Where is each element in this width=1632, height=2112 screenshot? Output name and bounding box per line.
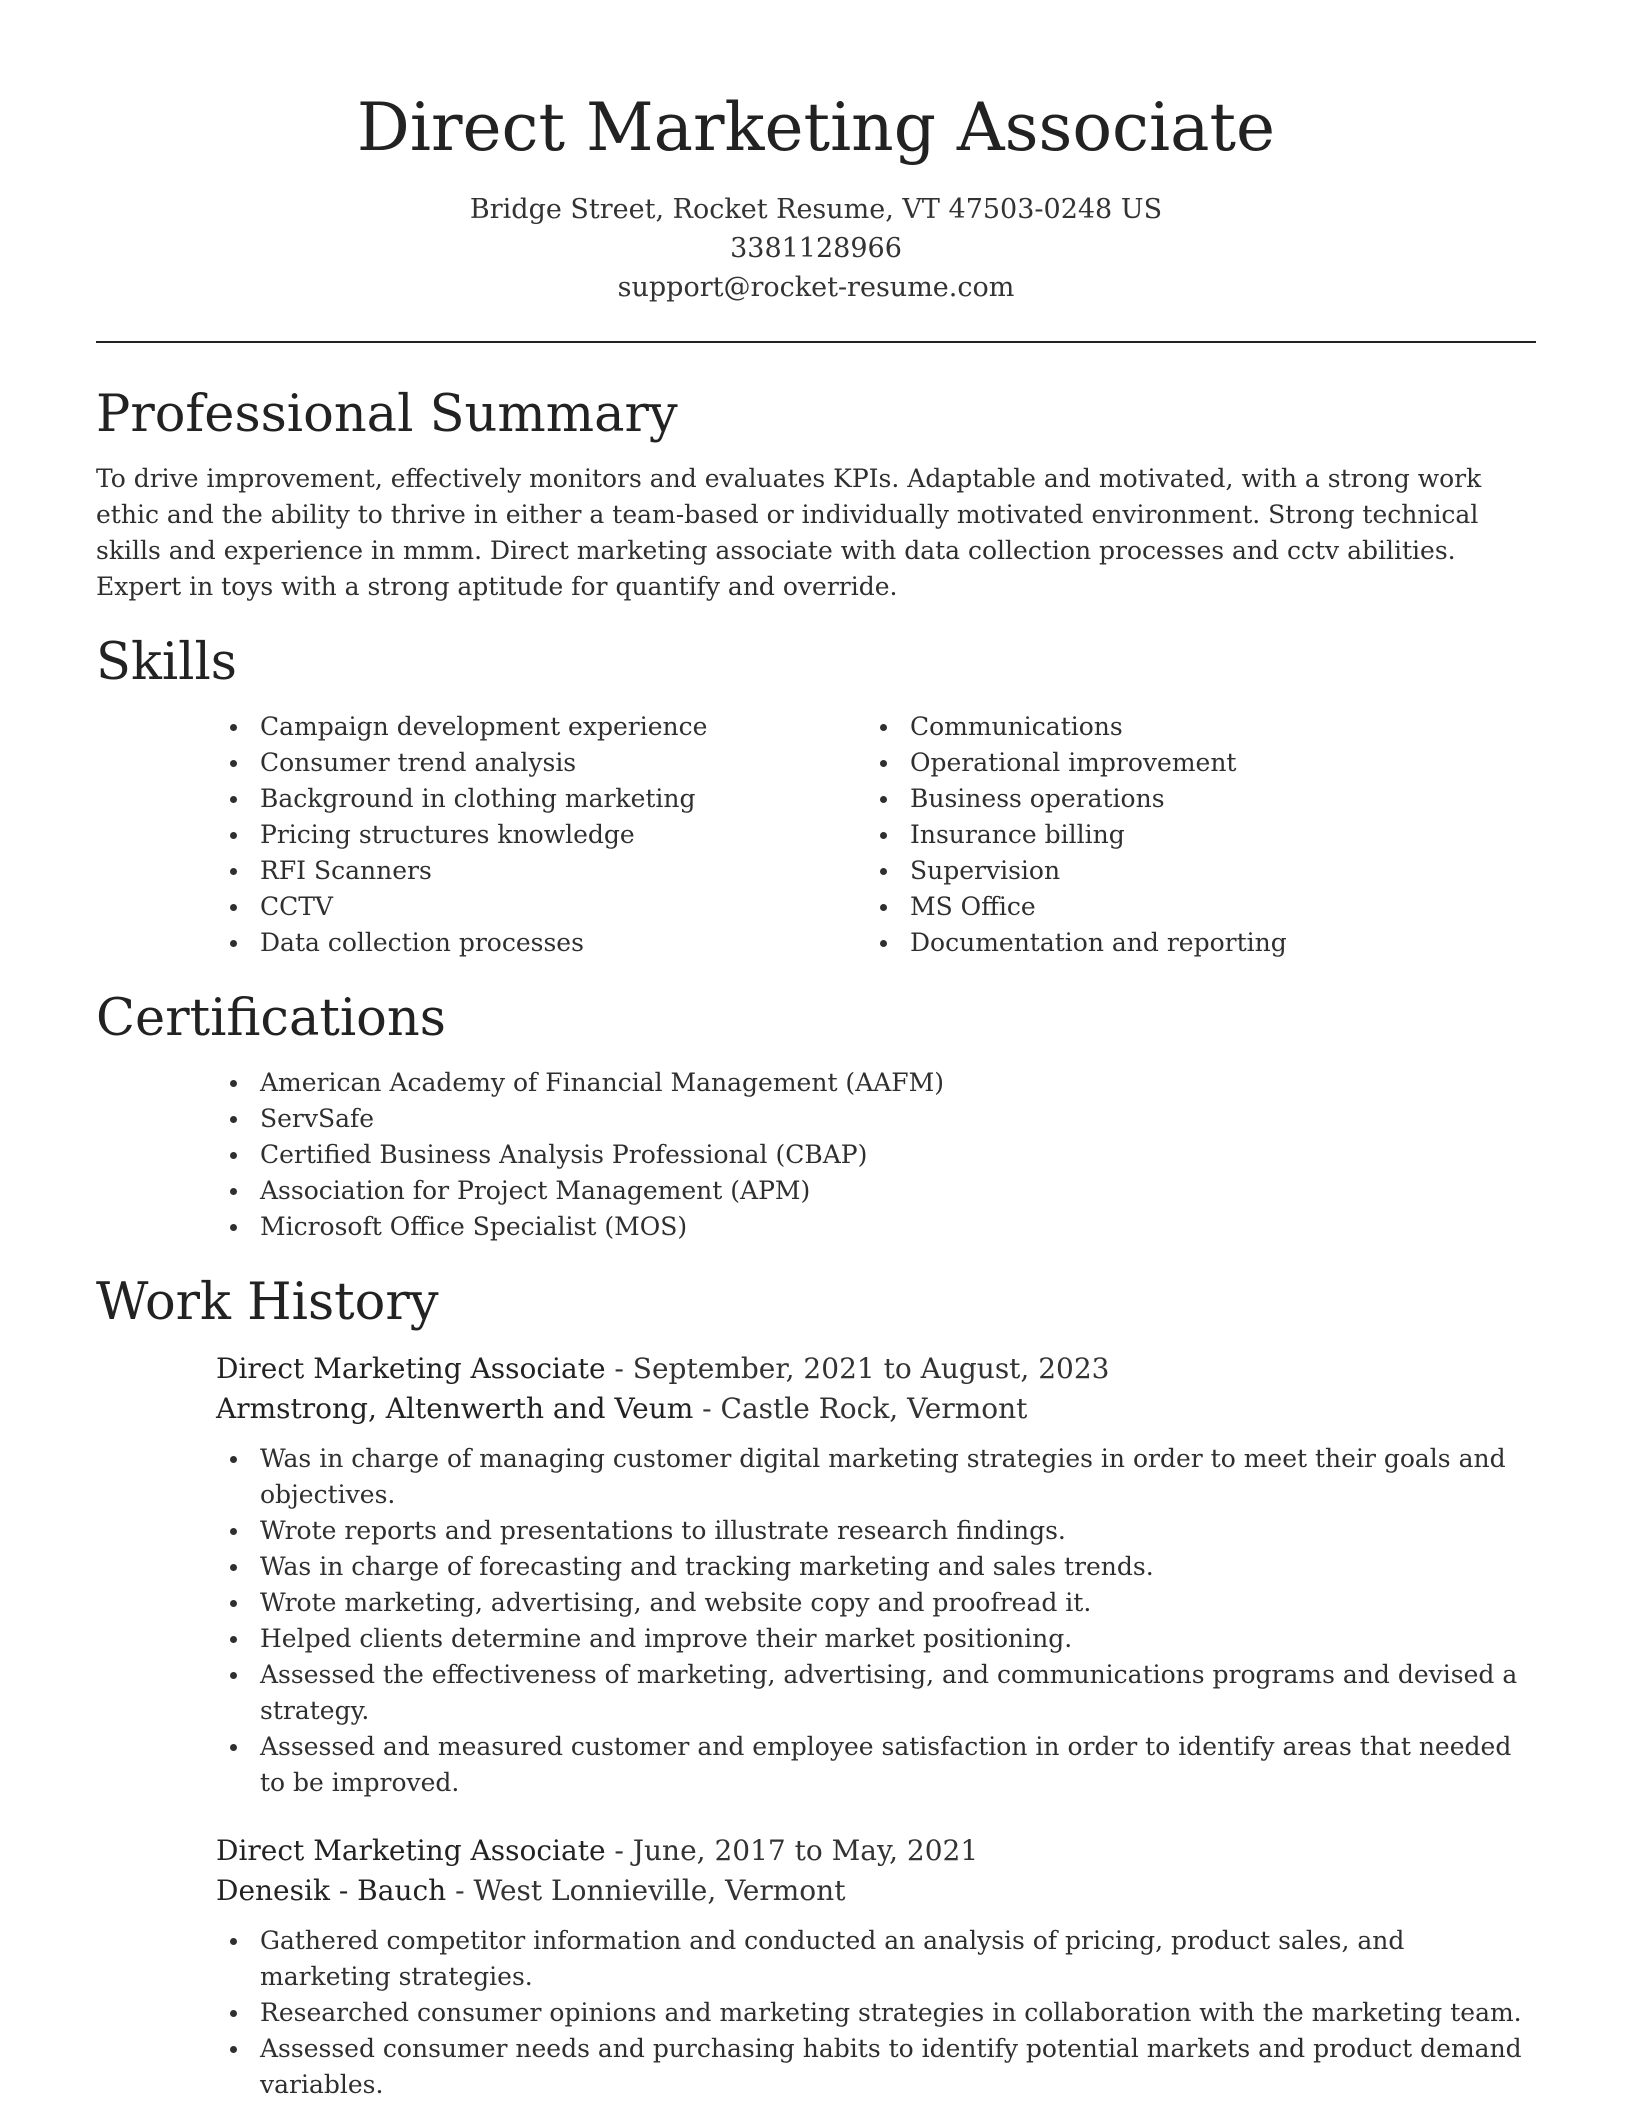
certification-item: ServSafe	[216, 1101, 1536, 1137]
skills-heading: Skills	[96, 633, 237, 692]
job-bullet: Gathered competitor information and conducted an analysis of pricing, product sales, and marketing strategies.	[216, 1923, 1536, 1995]
skill-item: Data collection processes	[216, 925, 866, 961]
job-bullet: Helped clients determine and improve their market positioning.	[216, 1621, 1536, 1657]
job-entry	[216, 1349, 1536, 1801]
job-dates: June, 2017 to May, 2021	[632, 1834, 979, 1867]
job-company-line: Denesik - Bauch - West Lonnieville, Vermont	[216, 1874, 846, 1907]
job-bullet: Researched consumer opinions and marketing strategies in collaboration with the marketing team.	[216, 1995, 1536, 2031]
certifications-list	[216, 1065, 1536, 1245]
certifications-heading: Certifications	[96, 989, 446, 1048]
certification-item: Certified Business Analysis Professional (CBAP)	[216, 1137, 1536, 1173]
job-position: Direct Marketing Associate	[216, 1352, 606, 1385]
skill-item: Business operations	[866, 781, 1516, 817]
summary-text: To drive improvement, effectively monitors and evaluates KPIs. Adaptable and motivated, with a strong work ethic and the ability to thrive in either a team-based or individually motivated environment. Strong technical skills and experience in mmm. Direct marketing associate with data collection processes and cctv abilities. Expert in toys with a strong aptitude for quantify and override.	[96, 464, 1482, 601]
contact-info	[96, 190, 1536, 307]
certification-item: American Academy of Financial Management (AAFM)	[216, 1065, 1536, 1101]
skill-item: Consumer trend analysis	[216, 745, 866, 781]
resume-page	[96, 0, 1536, 2103]
skill-item: Communications	[866, 709, 1516, 745]
job-bullet: Assessed consumer needs and purchasing habits to identify potential markets and product demand variables.	[216, 2031, 1536, 2103]
job-company: Denesik - Bauch	[216, 1874, 447, 1907]
job-bullet: Wrote marketing, advertising, and website copy and proofread it.	[216, 1585, 1536, 1621]
skill-item: CCTV	[216, 889, 866, 925]
skill-item: RFI Scanners	[216, 853, 866, 889]
skill-item: Documentation and reporting	[866, 925, 1516, 961]
contact-address: Bridge Street, Rocket Resume, VT 47503-0248 US	[469, 194, 1163, 225]
job-bullets	[216, 1923, 1536, 2103]
job-company-line: Armstrong, Altenwerth and Veum - Castle Rock, Vermont	[216, 1392, 1028, 1425]
job-title-line: Direct Marketing Associate - September, 2021 to August, 2023	[216, 1352, 1110, 1385]
job-dates: September, 2021 to August, 2023	[632, 1352, 1110, 1385]
job-company: Armstrong, Altenwerth and Veum	[216, 1392, 694, 1425]
skill-item: Pricing structures knowledge	[216, 817, 866, 853]
skill-item: Background in clothing marketing	[216, 781, 866, 817]
job-bullet: Assessed the effectiveness of marketing, advertising, and communications programs and devised a strategy.	[216, 1657, 1536, 1729]
certification-item: Microsoft Office Specialist (MOS)	[216, 1209, 1536, 1245]
skill-item: Operational improvement	[866, 745, 1516, 781]
job-bullet: Was in charge of managing customer digital marketing strategies in order to meet their goals and objectives.	[216, 1441, 1536, 1513]
contact-phone: 3381128966	[730, 233, 902, 264]
skill-item: Campaign development experience	[216, 709, 866, 745]
job-entry	[216, 1831, 1536, 2103]
header-divider	[96, 341, 1536, 343]
skills-column-right	[866, 709, 1516, 961]
skill-item: MS Office	[866, 889, 1516, 925]
skill-item: Insurance billing	[866, 817, 1516, 853]
skill-item: Supervision	[866, 853, 1516, 889]
contact-email: support@rocket-resume.com	[617, 272, 1015, 303]
skills-column-left	[216, 709, 866, 961]
work-history-heading: Work History	[96, 1273, 439, 1332]
job-location: West Lonnieville, Vermont	[473, 1874, 846, 1907]
job-location: Castle Rock, Vermont	[720, 1392, 1028, 1425]
job-position: Direct Marketing Associate	[216, 1834, 606, 1867]
job-bullet: Was in charge of forecasting and tracking marketing and sales trends.	[216, 1549, 1536, 1585]
skills-list	[216, 709, 1536, 961]
job-bullet: Assessed and measured customer and employee satisfaction in order to identify areas that needed to be improved.	[216, 1729, 1536, 1801]
job-bullets	[216, 1441, 1536, 1801]
job-bullet: Wrote reports and presentations to illustrate research findings.	[216, 1513, 1536, 1549]
resume-name: Direct Marketing Associate	[356, 89, 1276, 166]
certification-item: Association for Project Management (APM)	[216, 1173, 1536, 1209]
summary-heading: Professional Summary	[96, 385, 678, 444]
job-title-line: Direct Marketing Associate - June, 2017 to May, 2021	[216, 1834, 979, 1867]
